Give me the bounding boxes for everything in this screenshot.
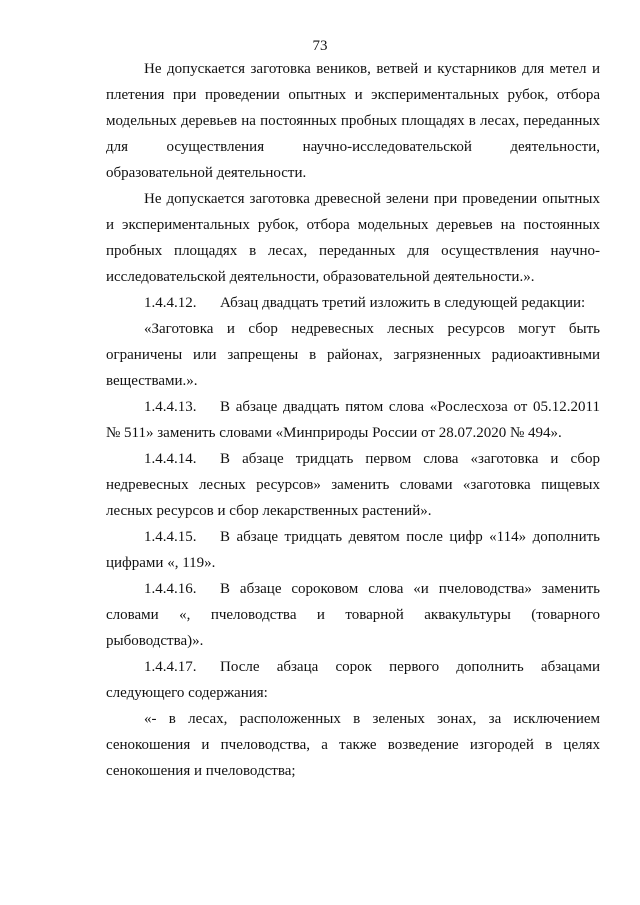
- item-number: 1.4.4.17.: [144, 659, 197, 675]
- item-number: 1.4.4.16.: [144, 581, 197, 597]
- paragraph-line: пробных площадях в лесах, переданных для осуществления научно-: [106, 243, 600, 259]
- paragraph-line: веществами.».: [106, 373, 198, 389]
- paragraph-line: плетения при проведении опытных и экспериментальных рубок, отбора: [106, 87, 600, 103]
- paragraph-line: «- в лесах, расположенных в зеленых зонах, за исключением: [144, 711, 600, 727]
- paragraph-line: цифрами «, 119».: [106, 555, 216, 571]
- item-number: 1.4.4.14.: [144, 451, 197, 467]
- item-text: В абзаце тридцать девятом после цифр «114» дополнить: [220, 529, 600, 545]
- paragraph-line: № 511» заменить словами «Минприроды России от 28.07.2020 № 494».: [106, 425, 562, 441]
- paragraph-line: образовательной деятельности.: [106, 165, 307, 181]
- paragraph-line: модельных деревьев на постоянных пробных площадях в лесах, переданных: [106, 113, 600, 129]
- item-text: В абзаце сороковом слова «и пчеловодства» заменить: [220, 581, 600, 597]
- paragraph-line: сенокошения и пчеловодства;: [106, 763, 296, 779]
- item-number: 1.4.4.13.: [144, 399, 197, 415]
- paragraph-line: исследовательской деятельности, образовательной деятельности.».: [106, 269, 535, 285]
- paragraph-line: рыбоводства)».: [106, 633, 204, 649]
- paragraph-line: словами «, пчеловодства и товарной аквакультуры (товарного: [106, 607, 600, 623]
- paragraph-line: для осуществления научно-исследовательской деятельности,: [106, 139, 600, 155]
- paragraph-line: следующего содержания:: [106, 685, 268, 701]
- paragraph-line: ограничены или запрещены в районах, загрязненных радиоактивными: [106, 347, 600, 363]
- item-text: Абзац двадцать третий изложить в следующей редакции:: [220, 295, 586, 311]
- paragraph-line: и экспериментальных рубок, отбора модельных деревьев на постоянных: [106, 217, 600, 233]
- page-number: 73: [312, 38, 328, 54]
- paragraph-line: недревесных лесных ресурсов» заменить словами «заготовка пищевых: [106, 477, 600, 493]
- paragraph-line: лесных ресурсов и сбор лекарственных растений».: [106, 503, 432, 519]
- item-number: 1.4.4.12.: [144, 295, 197, 311]
- item-number: 1.4.4.15.: [144, 529, 197, 545]
- paragraph-line: Не допускается заготовка древесной зелени при проведении опытных: [144, 191, 600, 207]
- paragraph-line: сенокошения и пчеловодства, а также возведение изгородей в целях: [106, 737, 600, 753]
- item-text: В абзаце двадцать пятом слова «Рослесхоза от 05.12.2011: [220, 399, 600, 415]
- item-text: В абзаце тридцать первом слова «заготовка и сбор: [220, 451, 600, 467]
- paragraph-line: «Заготовка и сбор недревесных лесных ресурсов могут быть: [144, 321, 600, 337]
- paragraph-line: Не допускается заготовка веников, ветвей и кустарников для метел и: [144, 61, 600, 77]
- item-text: После абзаца сорок первого дополнить абзацами: [220, 659, 600, 675]
